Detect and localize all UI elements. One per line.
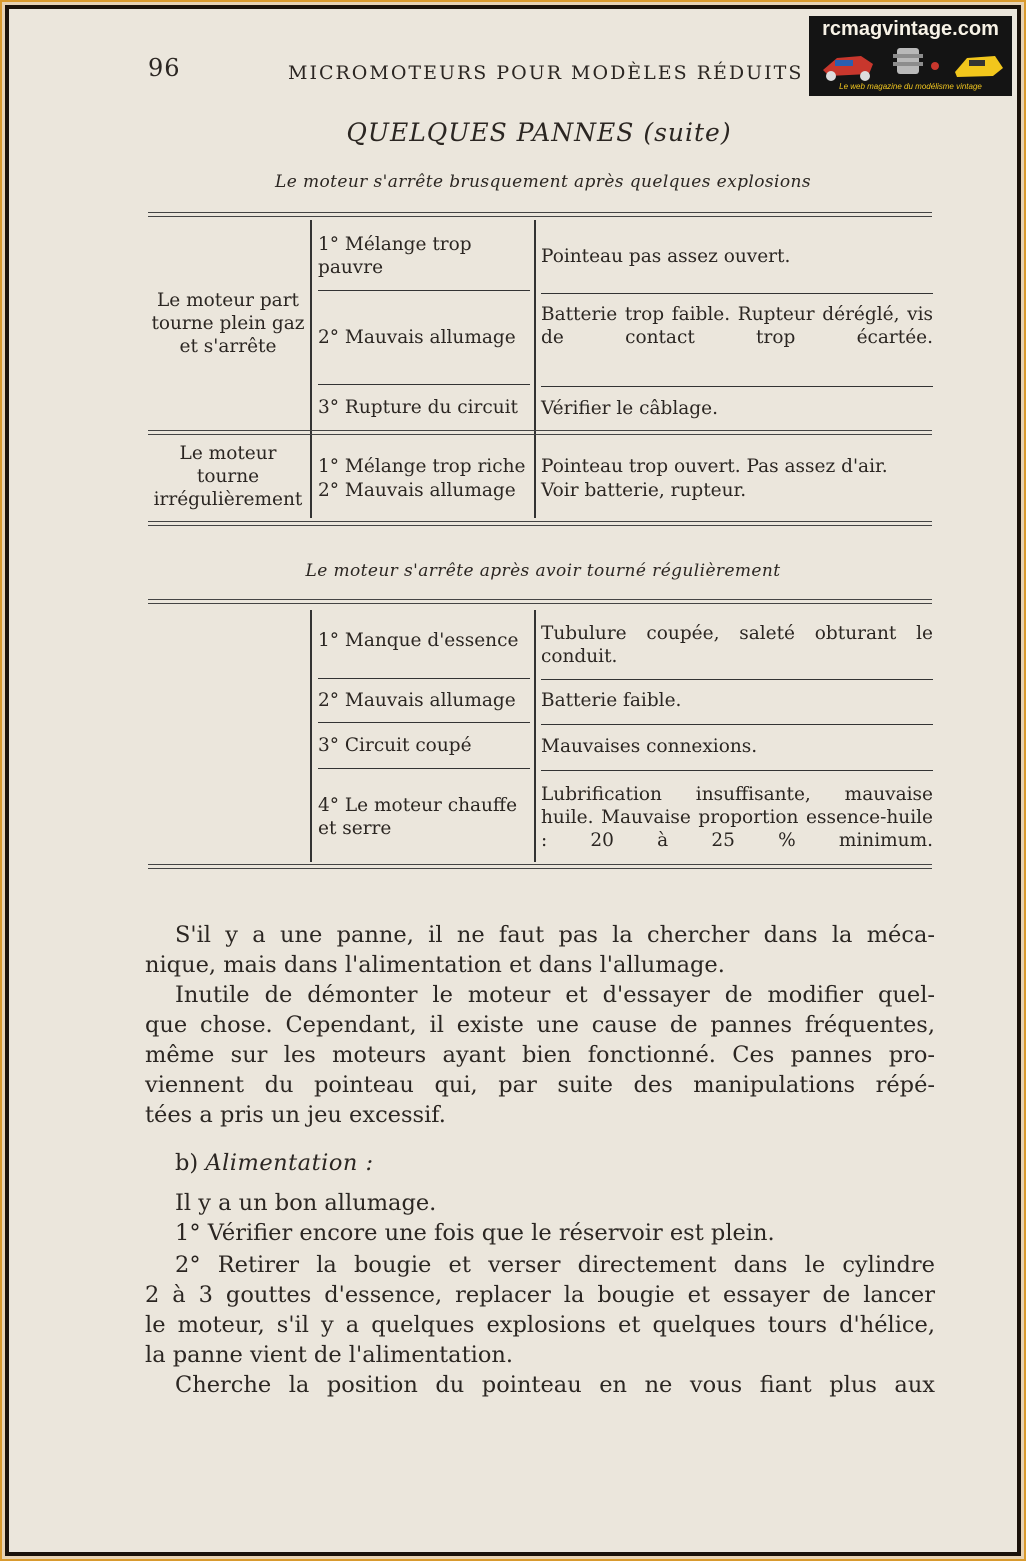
- table2-cause-2: 2° Mauvais allumage: [318, 690, 516, 711]
- table1-remedy-4: Pointeau trop ouvert. Pas assez d'air.: [541, 456, 888, 477]
- site-logo[interactable]: [809, 16, 1012, 96]
- paragraph-line: la panne vient de l'alimentation.: [145, 1342, 514, 1368]
- logo-models-icon: [817, 44, 1005, 82]
- table1-row-rule: [318, 384, 530, 385]
- table1-row-rule: [541, 293, 933, 294]
- table2-cause-4: 4° Le moteur chauffe et serre: [318, 795, 518, 839]
- table1-symptom-1: Le moteur part tourne plein gaz et s'arrête: [151, 290, 305, 357]
- table2-row-rule: [541, 770, 933, 771]
- table1-causes-group-2: [318, 455, 534, 503]
- table1-row-rule: [318, 290, 530, 291]
- table2-cause-3: 3° Circuit coupé: [318, 735, 472, 756]
- section2-subtitle: Le moteur s'arrête après avoir tourné régulièrement: [305, 561, 781, 581]
- table1-cause-3: 3° Rupture du circuit: [318, 397, 518, 418]
- table1-remedy-2: Batterie trop faible. Rupteur déréglé, vis de contact trop écartée.: [541, 304, 933, 348]
- table2-row-rule: [318, 678, 530, 679]
- paragraph-line: Cherche la position du pointeau en ne vous fiant plus aux: [175, 1372, 935, 1398]
- paragraph-6: [145, 1370, 935, 1400]
- paragraph-3: [145, 1188, 935, 1218]
- page-title: QUELQUES PANNES (suite): [346, 118, 732, 147]
- table1-top-rule: [148, 212, 932, 217]
- table1-group-rule: [148, 430, 932, 435]
- paragraph-2: [145, 980, 935, 1130]
- paragraph-line: 2° Retirer la bougie et verser directement dans le cylindre: [175, 1252, 935, 1278]
- paragraph-line: Il y a un bon allumage.: [175, 1190, 437, 1216]
- table1-remedy-5: Voir batterie, rupteur.: [541, 480, 747, 501]
- paragraph-4: [145, 1218, 935, 1248]
- paragraph-1: [145, 920, 935, 980]
- table1-remedy-1: Pointeau pas assez ouvert.: [541, 246, 791, 267]
- paragraph-line: le moteur, s'il y a quelques explosions et quelques tours d'hélice,: [145, 1312, 935, 1338]
- paragraph-line: tées a pris un jeu excessif.: [145, 1102, 446, 1128]
- paragraph-5: [145, 1250, 935, 1370]
- paragraph-line: S'il y a une panne, il ne faut pas la chercher dans la méca-: [175, 922, 935, 948]
- page-number: 96: [148, 54, 181, 82]
- table2-remedy-4: Lubrification insuffisante, mauvaise huile. Mauvaise proportion essence-huile : 20 à 25 % minimum.: [541, 784, 933, 851]
- logo-tagline: Le web magazine du modélisme vintage: [839, 82, 982, 91]
- table1-divider-left: [310, 220, 312, 518]
- table2-remedy-3: Mauvaises connexions.: [541, 736, 758, 757]
- table2-bottom-rule: [148, 864, 932, 869]
- table1-divider-right: [534, 220, 536, 518]
- section1-subtitle: Le moteur s'arrête brusquement après quelques explosions: [275, 172, 811, 192]
- table2-cause-1: 1° Manque d'essence: [318, 630, 519, 651]
- table1-cause-5: 2° Mauvais allumage: [318, 480, 516, 501]
- table1-remedy-3: Vérifier le câblage.: [541, 398, 718, 419]
- paragraph-line: nique, mais dans l'alimentation et dans l'allumage.: [145, 952, 725, 978]
- logo-title: rcmagvintage.com: [822, 18, 999, 40]
- paragraph-line: que chose. Cependant, il existe une cause de pannes fréquentes,: [145, 1012, 935, 1038]
- paragraph-line: viennent du pointeau qui, par suite des manipulations répé-: [145, 1072, 935, 1098]
- section-heading-b: [175, 1150, 374, 1176]
- paragraph-line: 2 à 3 gouttes d'essence, replacer la bougie et essayer de lancer: [145, 1282, 935, 1308]
- table1-cause-2: 2° Mauvais allumage: [318, 327, 516, 348]
- table2-divider-right: [534, 610, 536, 862]
- table2-row-rule: [318, 722, 530, 723]
- table2-row-rule: [541, 724, 933, 725]
- table1-bottom-rule: [148, 521, 932, 526]
- table2-remedy-2: Batterie faible.: [541, 690, 682, 711]
- table2-remedy-1: Tubulure coupée, saleté obturant le conduit.: [541, 623, 933, 667]
- table2-row-rule: [541, 679, 933, 680]
- table2-top-rule: [148, 599, 932, 604]
- table1-remedies-group-2: [541, 455, 935, 503]
- table2-divider-left: [310, 610, 312, 862]
- paragraph-line: 1° Vérifier encore une fois que le réservoir est plein.: [175, 1220, 775, 1246]
- heading-prefix: b): [175, 1150, 199, 1176]
- table1-cause-1: 1° Mélange trop pauvre: [318, 234, 472, 278]
- paragraph-line: même sur les moteurs ayant bien fonctionné. Ces pannes pro-: [145, 1042, 935, 1068]
- table1-row-rule: [541, 386, 933, 387]
- table1-symptom-2: Le moteur tourne irrégulièrement: [153, 443, 303, 510]
- table1-cause-4: 1° Mélange trop riche: [318, 456, 526, 477]
- paragraph-line: Inutile de démonter le moteur et d'essayer de modifier quel-: [175, 982, 935, 1008]
- heading-text: Alimentation :: [205, 1150, 374, 1176]
- running-head: MICROMOTEURS POUR MODÈLES RÉDUITS: [288, 62, 804, 84]
- table2-row-rule: [318, 768, 530, 769]
